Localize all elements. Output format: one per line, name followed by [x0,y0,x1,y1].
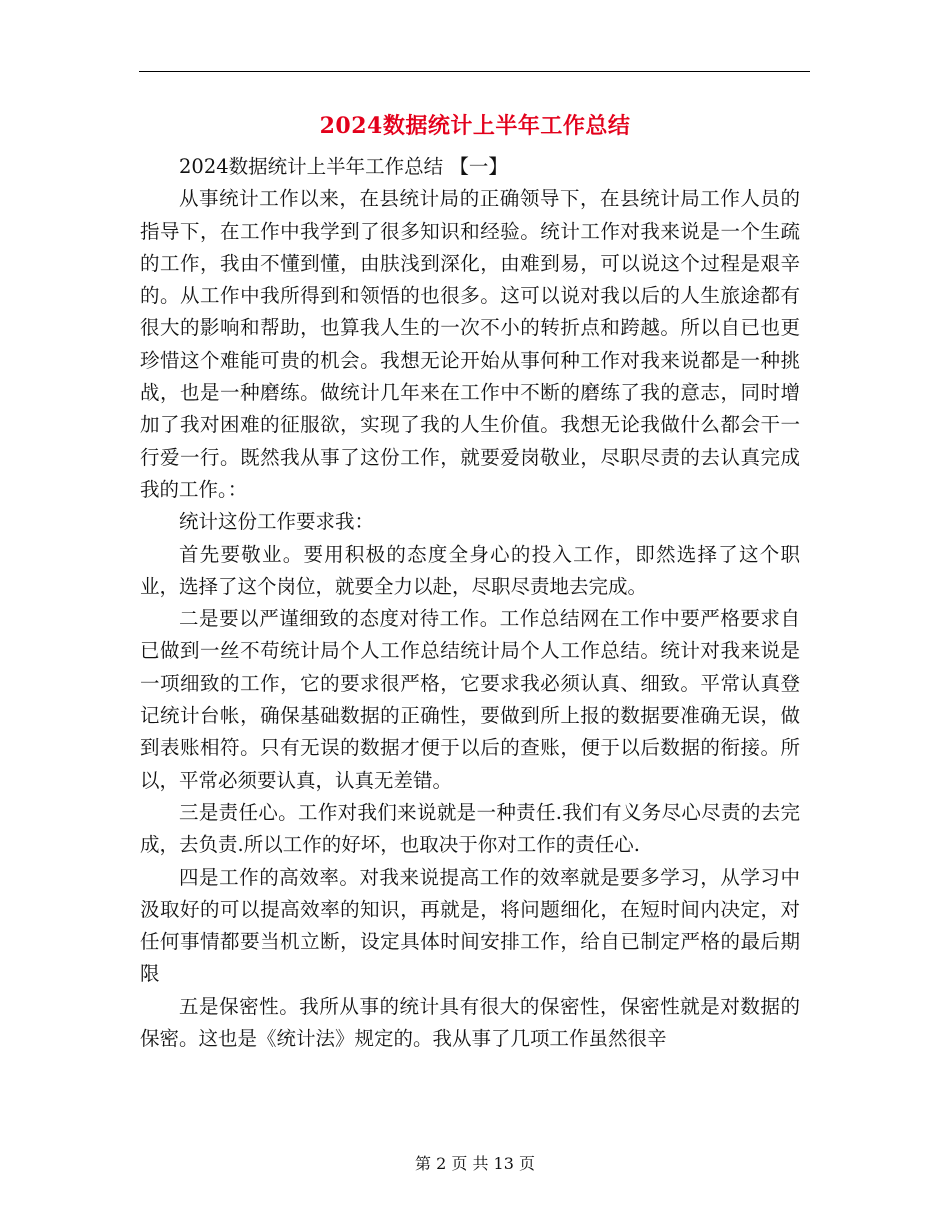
body-paragraph: 统计这份工作要求我： [179,510,375,534]
body-paragraph: 四是工作的高效率。对我来说提高工作的效率就是要多学习，从学习中汲取好的可以提高效率的知识，再就是，将问题细化，在短时间内决定，对任何事情都要当机立断，设定具体时间安排工作，给自已制定严格的最后期限 [140,865,800,986]
document-title: 2024数据统计上半年工作总结 [319,113,631,139]
body-paragraph: 从事统计工作以来，在县统计局的正确领导下，在县统计局工作人员的指导下，在工作中我学到了很多知识和经验。统计工作对我来说是一个生疏的工作，我由不懂到懂，由肤浅到深化，由难到易，可以说这个过程是艰辛的。从工作中我所得到和领悟的也很多。这可以说对我以后的人生旅途都有很大的影响和帮助，也算我人生的一次不小的转折点和跨越。所以自已也更珍惜这个难能可贵的机会。我想无论开始从事何种工作对我来说都是一种挑战，也是一种磨练。做统计几年来在工作中不断的磨练了我的意志，同时增加了我对困难的征服欲，实现了我的人生价值。我想无论我做什么都会干一行爱一行。既然我从事了这份工作，就要爱岗敬业，尽职尽责的去认真完成我的工作。： [140,187,800,501]
document-body [140,151,800,1055]
body-paragraph: 三是责任心。工作对我们来说就是一种责任.我们有义务尽心尽责的去完成，去负责.所以工作的好坏，也取决于你对工作的责任心. [140,800,800,857]
page-number: 第 2 页 共 13 页 [415,1154,535,1173]
page-footer [0,1152,950,1176]
body-paragraph: 首先要敬业。要用积极的态度全身心的投入工作，即然选择了这个职业，选择了这个岗位，就要全力以赴，尽职尽责地去完成。 [140,542,800,598]
body-paragraph: 二是要以严谨细致的态度对待工作。工作总结网在工作中要严格要求自已做到一丝不苟统计局个人工作总结统计局个人工作总结。统计对我来说是一项细致的工作，它的要求很严格，它要求我必须认真、细致。平常认真登记统计台帐，确保基础数据的正确性，要做到所上报的数据要准确无误，做到表账相符。只有无误的数据才便于以后的查账，便于以后数据的衔接。所以，平常必须要认真，认真无差错。 [140,607,800,792]
section-heading: 2024数据统计上半年工作总结 【一】 [179,155,508,178]
body-paragraph: 五是保密性。我所从事的统计具有很大的保密性，保密性就是对数据的保密。这也是《统计法》规定的。我从事了几项工作虽然很辛 [140,994,800,1051]
header-rule [139,71,810,72]
